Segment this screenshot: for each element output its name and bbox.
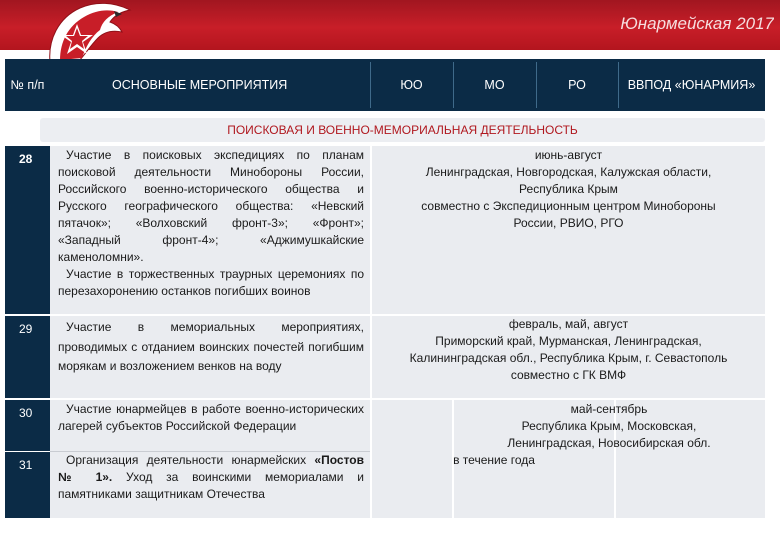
row-number: 30 bbox=[5, 400, 50, 451]
column-header-mo: МО bbox=[453, 59, 536, 111]
row-number: 29 bbox=[5, 316, 50, 398]
info-regions: Калининградская обл., Республика Крым, г. Севастополь bbox=[409, 351, 728, 365]
row-description bbox=[54, 147, 370, 300]
row-info bbox=[372, 316, 765, 384]
info-period: май-сентябрь bbox=[570, 402, 648, 416]
column-header-vvpod: ВВПОД «ЮНАРМИЯ» bbox=[618, 59, 765, 111]
header-divider bbox=[370, 62, 371, 108]
description-text: Уход за воинскими мемориалами и памятниками защитникам Отечества bbox=[58, 470, 364, 501]
info-partners: совместно с Экспедиционным центром Минобороны bbox=[421, 199, 716, 213]
row-number: 28 bbox=[5, 146, 50, 314]
banner-title: Юнармейская 2017 bbox=[620, 14, 774, 33]
yunarmiya-logo-icon bbox=[44, 0, 136, 64]
row-info bbox=[372, 452, 616, 469]
description-text: Организация деятельности юнармейских bbox=[66, 453, 315, 467]
row-description bbox=[54, 401, 370, 435]
column-header-yo: ЮО bbox=[370, 59, 453, 111]
info-regions: Республика Крым bbox=[519, 182, 618, 196]
info-regions: Республика Крым, Московская, bbox=[521, 419, 697, 433]
description-paragraph bbox=[58, 452, 364, 503]
header-divider bbox=[453, 62, 454, 108]
row-info bbox=[456, 401, 762, 452]
info-regions: Ленинградская, Новосибирская обл. bbox=[507, 436, 711, 450]
description-paragraph: Участие юнармейцев в работе военно-исторических лагерей субъектов Российской Федерации bbox=[58, 402, 364, 433]
info-period: июнь-август bbox=[534, 148, 603, 162]
description-paragraph: Участие в поисковых экспедициях по планам поисковой деятельности Минобороны России, Российского военно-исторического общества и Русского географического общества: «Невский пятачок»; «Волховский фронт-3»; «Фронт»; «Западный фронт-4»; «Аджимушкайские каменоломни». bbox=[58, 148, 364, 264]
description-paragraph: Участие в торжественных траурных церемониях по перезахоронению останков погибших воинов bbox=[58, 267, 364, 298]
row-description bbox=[54, 318, 370, 377]
column-header-main-events: ОСНОВНЫЕ МЕРОПРИЯТИЯ bbox=[50, 59, 370, 111]
header-divider bbox=[618, 62, 619, 108]
info-regions: Ленинградская, Новгородская, Калужская области, bbox=[425, 165, 712, 179]
column-header-ro: РО bbox=[536, 59, 618, 111]
row-description bbox=[54, 452, 370, 503]
header-divider bbox=[536, 62, 537, 108]
info-regions: Приморский край, Мурманская, Ленинградская, bbox=[435, 334, 702, 348]
info-partners: России, РВИО, РГО bbox=[513, 216, 624, 230]
row-info bbox=[372, 147, 765, 232]
posts-highlight: «Постов № 1». bbox=[58, 453, 364, 484]
info-period: февраль, май, август bbox=[508, 317, 629, 331]
section-title: ПОИСКОВАЯ И ВОЕННО-МЕМОРИАЛЬНАЯ ДЕЯТЕЛЬНОСТЬ bbox=[40, 118, 765, 142]
column-header-number: № п/п bbox=[5, 59, 50, 111]
info-period: в течение года bbox=[453, 453, 535, 467]
description-paragraph: Участие в мемориальных мероприятиях, проводимых с отданием воинских почестей погибшим морякам и возложением венков на воду bbox=[58, 320, 364, 373]
row-number: 31 bbox=[5, 452, 50, 518]
info-partners: совместно с ГК ВМФ bbox=[510, 368, 627, 382]
